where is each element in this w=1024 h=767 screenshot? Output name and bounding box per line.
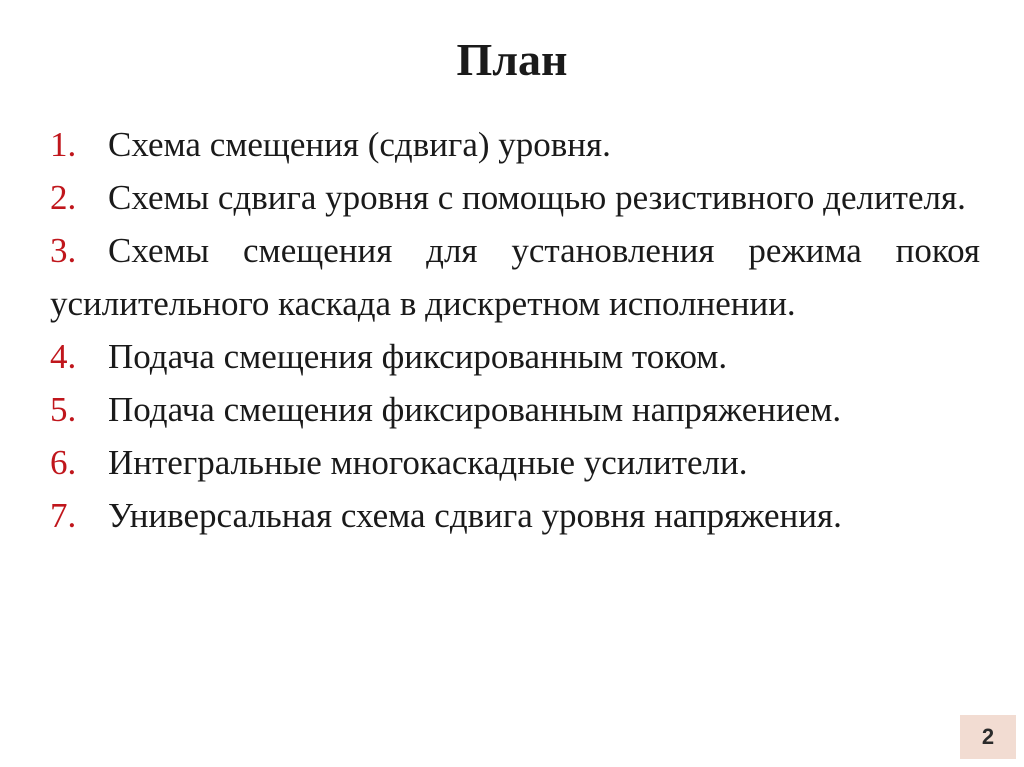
slide-title: План (456, 34, 568, 85)
page-number-badge: 2 (960, 715, 1016, 759)
plan-item-number: 5. (50, 390, 77, 429)
plan-item-text: Подача смещения фиксированным напряжением. (108, 390, 842, 429)
plan-item-7 (50, 489, 980, 542)
plan-item-number: 3. (50, 231, 77, 270)
plan-item-1 (50, 118, 980, 171)
plan-item-number: 1. (50, 125, 77, 164)
plan-item-number: 7. (50, 496, 77, 535)
plan-item-text: Схемы сдвига уровня с помощью резистивного делителя. (108, 178, 966, 217)
plan-item-number: 2. (50, 178, 77, 217)
plan-item-number: 6. (50, 443, 77, 482)
plan-item-text: Схемы смещения для установления режима покоя усилительного каскада в дискретном исполнении. (50, 231, 980, 323)
plan-item-number: 4. (50, 337, 77, 376)
plan-item-3 (50, 224, 980, 330)
plan-item-text: Подача смещения фиксированным током. (108, 337, 728, 376)
plan-list (50, 118, 980, 542)
plan-item-4 (50, 330, 980, 383)
plan-item-text: Интегральные многокаскадные усилители. (108, 443, 748, 482)
plan-item-text: Универсальная схема сдвига уровня напряжения. (108, 496, 842, 535)
plan-item-2 (50, 171, 980, 224)
plan-item-5 (50, 383, 980, 436)
plan-item-text: Схема смещения (сдвига) уровня. (108, 125, 611, 164)
plan-item-6 (50, 436, 980, 489)
